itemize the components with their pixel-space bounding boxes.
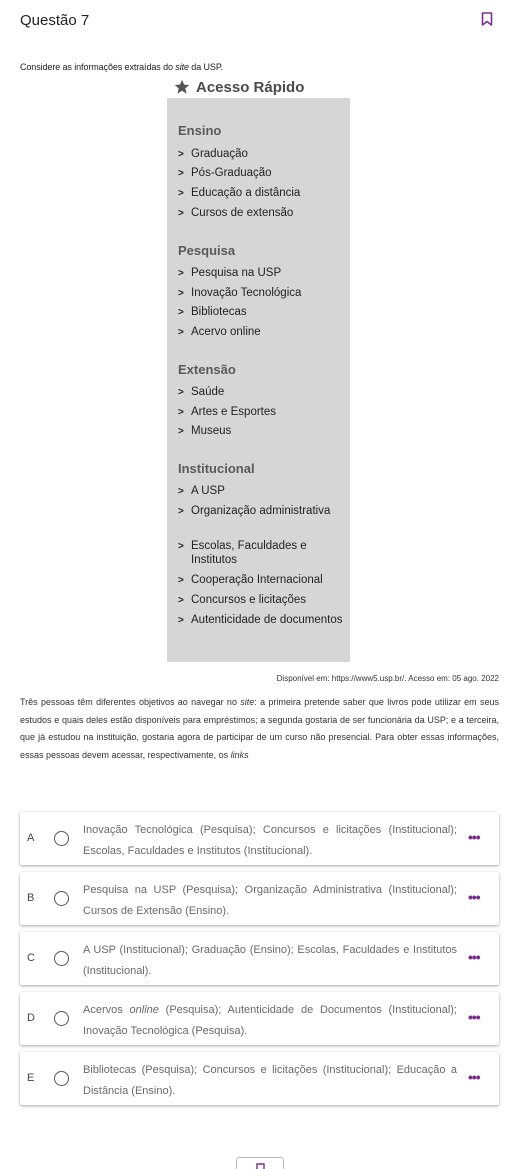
question-statement: Três pessoas têm diferentes objetivos ao navegar no site: a primeira pretende saber que livros pode utilizar em seus estudos e quais deles estão disponíveis para empréstimos; a segunda gostaria de ser funcionária da USP; e a terceira, que já estudou na instituição, gostaria agora de participar de um curso não presencial. Para obter essas informações, essas pessoas devem acessar, respectivamente, os links [20, 697, 499, 760]
radio-button[interactable] [54, 1071, 69, 1086]
option-c[interactable] [20, 932, 499, 985]
radio-button[interactable] [54, 891, 69, 906]
option-text: Inovação Tecnológica (Pesquisa); Concursos e licitações (Institucional); Escolas, Faculdades e Institutos (Institucional). [83, 824, 457, 857]
link-saude[interactable]: > Saúde [178, 386, 225, 398]
radio-button[interactable] [54, 1011, 69, 1026]
radio-button[interactable] [54, 951, 69, 966]
intro-text: Considere as informações extraídas do site da USP. [20, 62, 223, 72]
link-pesquisa-usp[interactable]: > Pesquisa na USP [178, 267, 282, 279]
link-bibliotecas[interactable]: > Bibliotecas [178, 306, 247, 318]
link-museus[interactable]: > Museus [178, 425, 232, 437]
more-options-icon[interactable]: ••• [468, 889, 480, 905]
link-escolas-faculdades[interactable]: > Escolas, Faculdades e Institutos [178, 540, 307, 566]
link-autenticidade-documentos[interactable]: > Autenticidade de documentos [178, 614, 343, 626]
link-acervo-online[interactable]: > Acervo online [178, 326, 261, 338]
section-pesquisa: Pesquisa [178, 243, 236, 258]
question-title: Questão 7 [20, 12, 90, 29]
option-b[interactable] [20, 872, 499, 925]
option-letter: D [27, 1012, 35, 1024]
star-icon [174, 79, 190, 95]
more-options-icon[interactable]: ••• [468, 1069, 480, 1085]
radio-button[interactable] [54, 831, 69, 846]
section-ensino: Ensino [178, 123, 222, 138]
link-cooperacao-internacional[interactable]: > Cooperação Internacional [178, 574, 323, 586]
link-inovacao-tecnologica[interactable]: > Inovação Tecnológica [178, 287, 302, 299]
option-letter: A [27, 832, 35, 844]
option-text: A USP (Institucional); Graduação (Ensino); Escolas, Faculdades e Institutos (Institucional). [83, 944, 457, 977]
bottom-bookmark-button[interactable] [236, 1157, 284, 1169]
source-citation: Disponível em: https://www5.usp.br/. Acesso em: 05 ago. 2022 [276, 674, 499, 683]
section-extensao: Extensão [178, 362, 236, 377]
option-a[interactable] [20, 812, 499, 865]
option-letter: E [27, 1072, 35, 1084]
link-pos-graduacao[interactable]: > Pós-Graduação [178, 167, 272, 179]
option-text: Bibliotecas (Pesquisa); Concursos e licitações (Institucional); Educação a Distância (Ensino). [83, 1064, 457, 1097]
question-header [20, 12, 500, 32]
option-letter: C [27, 952, 35, 964]
option-d[interactable] [20, 992, 499, 1045]
section-institucional: Institucional [178, 461, 255, 476]
more-options-icon[interactable]: ••• [468, 829, 480, 845]
link-artes-esportes[interactable]: > Artes e Esportes [178, 406, 277, 418]
more-options-icon[interactable]: ••• [468, 1009, 480, 1025]
acesso-rapido-title: Acesso Rápido [196, 78, 305, 96]
bookmark-icon[interactable] [481, 12, 493, 26]
acesso-rapido-panel [167, 98, 350, 662]
link-cursos-extensao[interactable]: > Cursos de extensão [178, 207, 294, 219]
link-organizacao-administrativa[interactable]: > Organização administrativa [178, 505, 331, 517]
option-letter: B [27, 892, 35, 904]
more-options-icon[interactable]: ••• [468, 949, 480, 965]
link-concursos-licitacoes[interactable]: > Concursos e licitações [178, 594, 307, 606]
option-e[interactable] [20, 1052, 499, 1105]
link-graduacao[interactable]: > Graduação [178, 148, 248, 160]
link-educacao-distancia[interactable]: > Educação a distância [178, 187, 301, 199]
option-text: Acervos online (Pesquisa); Autenticidade de Documentos (Institucional); Inovação Tecnológica (Pesquisa). [83, 1004, 457, 1037]
acesso-rapido-header [174, 78, 304, 96]
link-a-usp[interactable]: > A USP [178, 485, 225, 497]
bookmark-icon [256, 1163, 265, 1169]
option-text: Pesquisa na USP (Pesquisa); Organização Administrativa (Institucional); Cursos de Extensão (Ensino). [83, 884, 457, 917]
